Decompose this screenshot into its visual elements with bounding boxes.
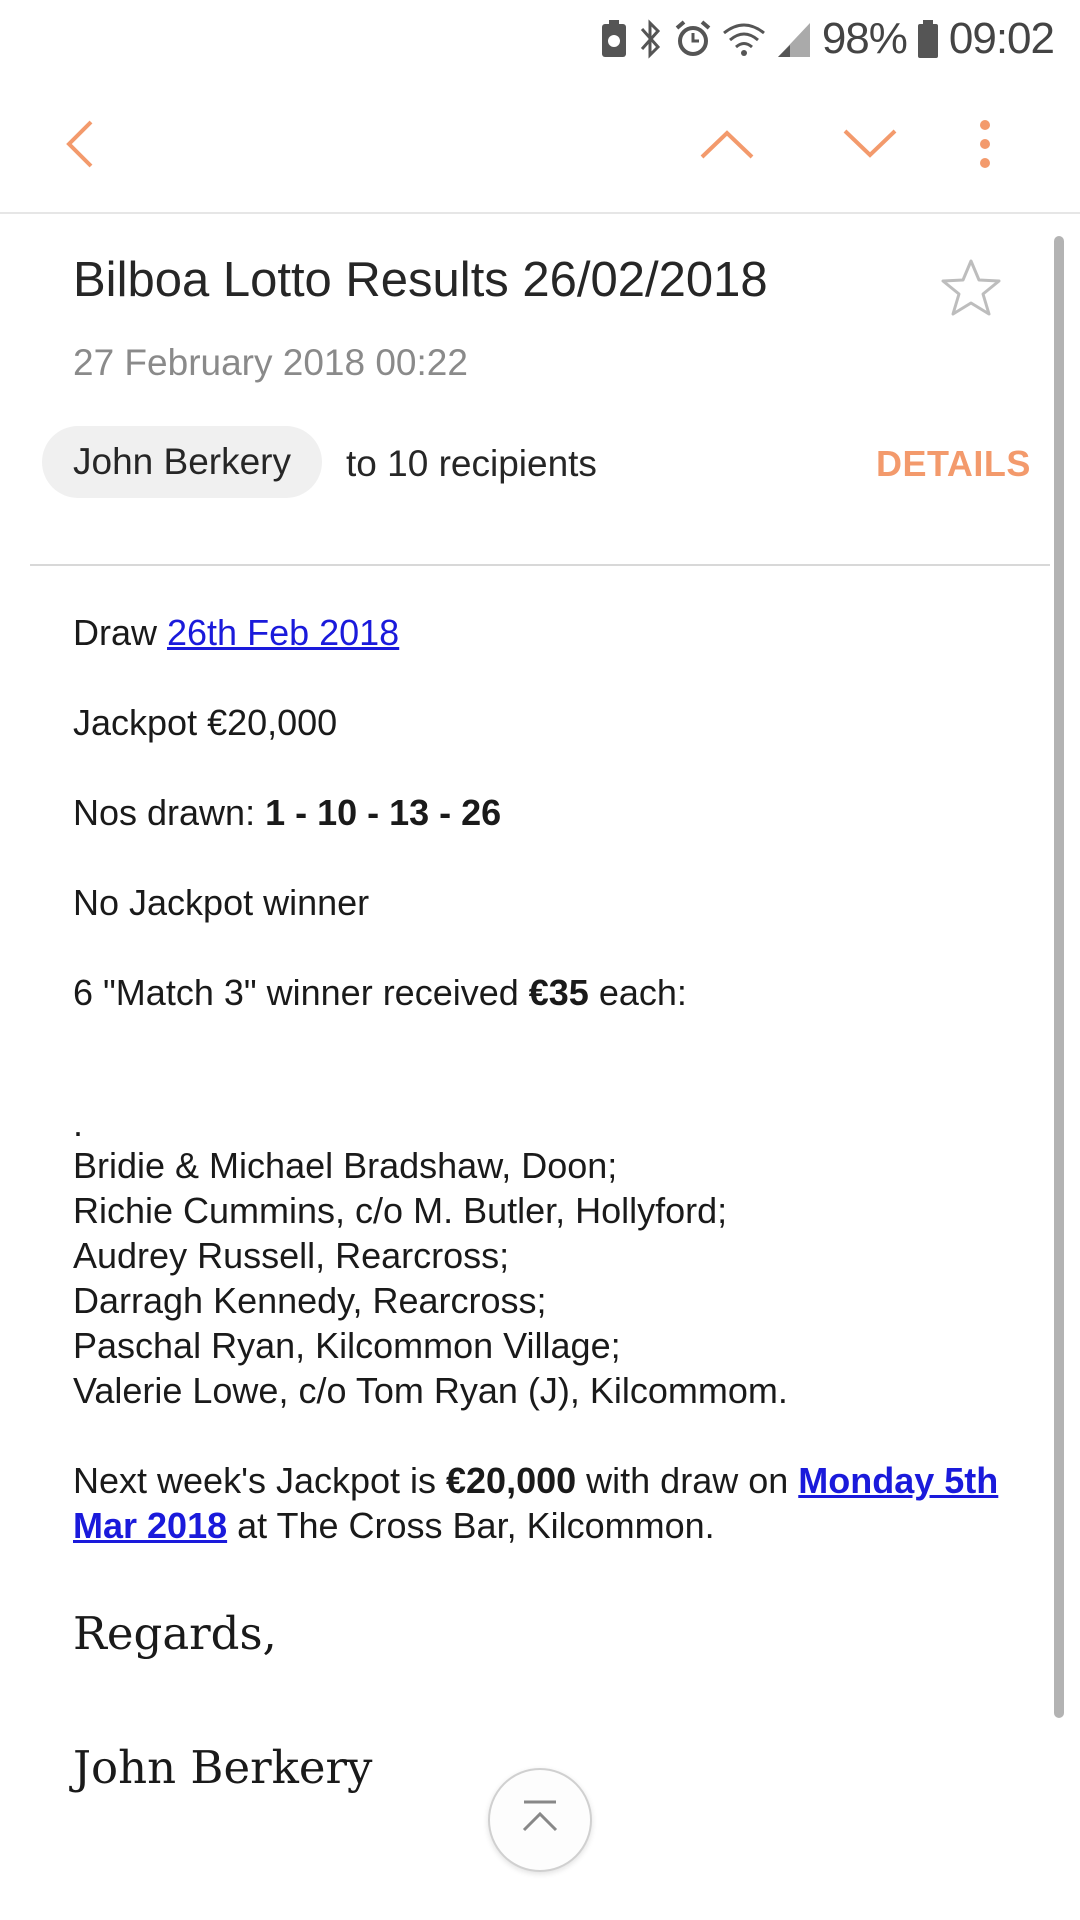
no-winner-line: No Jackpot winner [73, 882, 370, 923]
alarm-icon [674, 19, 712, 59]
details-button[interactable]: DETAILS [876, 443, 1031, 484]
next-email-button[interactable] [815, 78, 925, 214]
battery-percent: 98% [821, 14, 907, 63]
winner-item: Darragh Kennedy, Rearcross; [73, 1280, 547, 1321]
back-icon [61, 118, 101, 175]
star-icon [938, 309, 1004, 326]
draw-line: Draw 26th Feb 2018 [73, 612, 400, 653]
jackpot-line: Jackpot €20,000 [73, 702, 338, 743]
match3-amount: €35 [528, 972, 589, 1013]
chevron-up-icon [699, 127, 755, 166]
drawn-numbers: 1 - 10 - 13 - 26 [265, 792, 502, 833]
scrollbar[interactable] [1054, 236, 1064, 1718]
winner-item: Richie Cummins, c/o M. Butler, Hollyford; [73, 1190, 728, 1231]
winner-item: Bridie & Michael Bradshaw, Doon; [73, 1145, 618, 1186]
winner-item: Audrey Russell, Rearcross; [73, 1235, 510, 1276]
scroll-to-top-icon [516, 1798, 564, 1843]
bluetooth-icon [638, 19, 664, 59]
signal-icon [776, 19, 812, 59]
more-vertical-icon [978, 119, 992, 174]
next-jackpot-line: Next week's Jackpot is €20,000 with draw on Monday 5th Mar 2018 at The Cross Bar, Kilcommon. [73, 1460, 999, 1546]
wifi-icon [722, 19, 766, 59]
chevron-down-icon [842, 127, 898, 166]
draw-date-link[interactable]: 26th Feb 2018 [167, 612, 400, 653]
next-jackpot-amount: €20,000 [446, 1460, 577, 1501]
email-date: 27 February 2018 00:22 [73, 342, 468, 383]
winner-item: Valerie Lowe, c/o Tom Ryan (J), Kilcommom. [73, 1370, 788, 1411]
scroll-to-top-button[interactable] [488, 1768, 592, 1872]
sender-chip[interactable]: John Berkery [42, 426, 322, 498]
star-button[interactable] [938, 256, 1004, 322]
email-subject: Bilboa Lotto Results 26/02/2018 [73, 253, 768, 307]
bullet-dot: . [73, 1103, 84, 1144]
battery-icon [917, 19, 939, 59]
clock: 09:02 [948, 14, 1054, 63]
regards-line: Regards, [73, 1607, 277, 1660]
next-draw-date-link[interactable]: Monday 5th Mar 2018 [73, 1460, 999, 1546]
status-icons [600, 10, 1054, 68]
email-body [73, 610, 1018, 1798]
back-button[interactable] [26, 78, 136, 214]
header-divider [30, 564, 1050, 566]
more-options-button[interactable] [930, 78, 1040, 214]
recipients-label: to 10 recipients [346, 443, 597, 484]
previous-email-button[interactable] [672, 78, 782, 214]
signature-name: John Berkery [73, 1741, 373, 1794]
numbers-line: Nos drawn: 1 - 10 - 13 - 26 [73, 792, 502, 833]
battery-saver-icon [600, 19, 628, 59]
match3-line: 6 "Match 3" winner received €35 each: [73, 972, 687, 1013]
email-toolbar [0, 78, 1080, 214]
winner-item: Paschal Ryan, Kilcommon Village; [73, 1325, 621, 1366]
status-bar [0, 0, 1080, 78]
